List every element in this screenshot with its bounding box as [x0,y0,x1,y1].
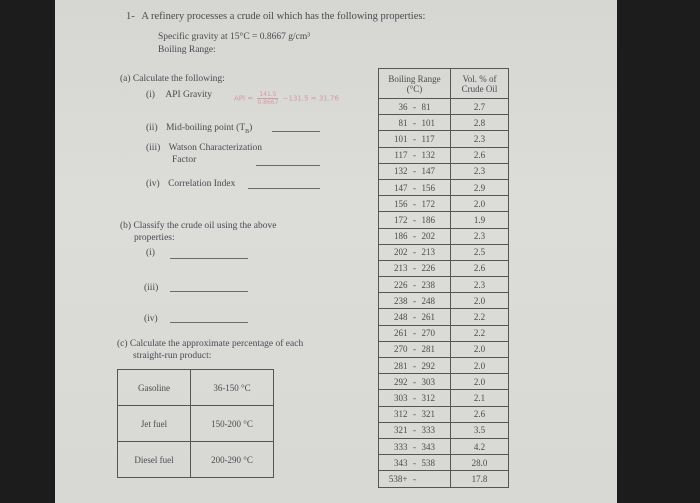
volume-cell: 2.0 [451,358,509,374]
volume-cell: 2.3 [451,277,509,293]
answer-line [272,131,320,132]
table-row [379,406,509,422]
product-name: Jet fuel [118,406,191,442]
boiling-range-cell: 292 - 303 [379,374,451,390]
part-b-heading: (b) Classify the crude oil using the above [120,221,277,231]
boiling-range-cell: 156 - 172 [379,196,451,212]
volume-cell: 4.2 [451,438,509,454]
table-row [379,115,509,131]
table-row [379,293,509,309]
boiling-range-cell: 202 - 213 [379,244,451,260]
table-row [379,228,509,244]
volume-cell: 2.1 [451,390,509,406]
volume-cell: 28.0 [451,455,509,471]
volume-cell: 2.8 [451,115,509,131]
question-title: A refinery processes a crude oil which has the following properties: [141,11,426,22]
boiling-range-cell: 101 - 117 [379,131,451,147]
volume-cell: 2.0 [451,293,509,309]
table-row [379,196,509,212]
volume-cell: 2.3 [451,131,509,147]
part-b-item-1: (i) [146,248,155,258]
volume-cell: 2.6 [451,406,509,422]
part-a-item-2: (ii) Mid-boiling point $(T_B)$ [146,123,253,135]
boiling-range-cell: 261 - 270 [379,325,451,341]
boiling-range-table [378,68,509,488]
part-b-item-3: (iv) [144,314,158,324]
table-row [379,163,509,179]
table-row [379,325,509,341]
table-row [379,358,509,374]
boiling-range-cell: 312 - 321 [379,406,451,422]
answer-line [170,258,248,259]
product-range: 36-150 °C [191,370,274,406]
boiling-range-label: Boiling Range: [158,45,216,55]
part-c-heading-2: straight-run product: [133,351,212,361]
table-row [379,309,509,325]
boiling-range-cell: 333 - 343 [379,438,451,454]
boiling-range-cell: 36 - 81 [379,99,451,115]
table-row [379,277,509,293]
product-table [117,369,274,478]
boiling-range-cell: 147 - 156 [379,179,451,195]
table-row [379,422,509,438]
volume-cell: 2.0 [451,374,509,390]
table-row [379,147,509,163]
table-row [379,455,509,471]
boiling-range-cell: 303 - 312 [379,390,451,406]
volume-cell: 2.3 [451,163,509,179]
table-row [379,99,509,115]
part-a-item-4: (iv) Correlation Index [146,179,236,189]
part-b-heading-2: properties: [134,233,175,243]
boiling-range-cell: 172 - 186 [379,212,451,228]
answer-line [170,322,248,323]
table-row [118,370,274,406]
product-name: Gasoline [118,370,191,406]
boiling-range-cell: 270 - 281 [379,341,451,357]
volume-cell: 2.6 [451,260,509,276]
boiling-range-cell: 226 - 238 [379,277,451,293]
volume-cell: 17.8 [451,471,509,487]
column-header-boiling-range: Boiling Range (°C) [379,69,451,99]
product-range: 200-290 °C [191,442,274,478]
volume-cell: 2.2 [451,325,509,341]
boiling-range-cell: 343 - 538 [379,455,451,471]
part-a-item-3: (iii) Watson Characterization [146,143,263,153]
boiling-range-cell: 238 - 248 [379,293,451,309]
watson-factor-label: Factor [172,155,197,165]
handwritten-api-calc: API = $\frac{141.5}{0.8667}$ −131.5 = 31.76 [234,91,339,106]
table-row [379,244,509,260]
volume-cell: 2.6 [451,147,509,163]
boiling-range-cell: 132 - 147 [379,163,451,179]
boiling-range-cell: 248 - 261 [379,309,451,325]
table-row [379,260,509,276]
table-row [379,212,509,228]
table-header-row [379,69,509,99]
answer-line [170,291,248,292]
question-number: 1- [126,11,135,22]
boiling-range-cell: 281 - 292 [379,358,451,374]
boiling-range-cell: 321 - 333 [379,422,451,438]
part-a-item-1: (i) API Gravity [146,90,213,100]
column-header-volume: Vol. % of Crude Oil [451,69,509,99]
boiling-range-cell: 186 - 202 [379,228,451,244]
table-row [379,438,509,454]
table-row [118,442,274,478]
volume-cell: 3.5 [451,422,509,438]
volume-cell: 2.0 [451,196,509,212]
volume-cell: 2.5 [451,244,509,260]
table-row [379,374,509,390]
question-header [126,11,425,22]
volume-cell: 2.3 [451,228,509,244]
part-b-item-2: (iii) [144,283,159,293]
volume-cell: 2.9 [451,179,509,195]
boiling-range-cell: 81 - 101 [379,115,451,131]
volume-cell: 1.9 [451,212,509,228]
specific-gravity: Specific gravity at 15°C = 0.8667 g/cm³ [158,32,311,42]
volume-cell: 2.0 [451,341,509,357]
table-row [379,471,509,487]
boiling-range-cell: 213 - 226 [379,260,451,276]
volume-cell: 2.2 [451,309,509,325]
boiling-range-cell: 538+ - [379,471,451,487]
answer-line [256,165,320,166]
table-row [118,406,274,442]
table-row [379,341,509,357]
boiling-range-cell: 117 - 132 [379,147,451,163]
part-a-heading: (a) Calculate the following: [120,74,225,84]
answer-line [248,188,320,189]
product-name: Diesel fuel [118,442,191,478]
volume-cell: 2.7 [451,99,509,115]
product-range: 150-200 °C [191,406,274,442]
table-row [379,131,509,147]
part-c-heading: (c) Calculate the approximate percentage of each [117,339,304,349]
table-row [379,179,509,195]
table-row [379,390,509,406]
